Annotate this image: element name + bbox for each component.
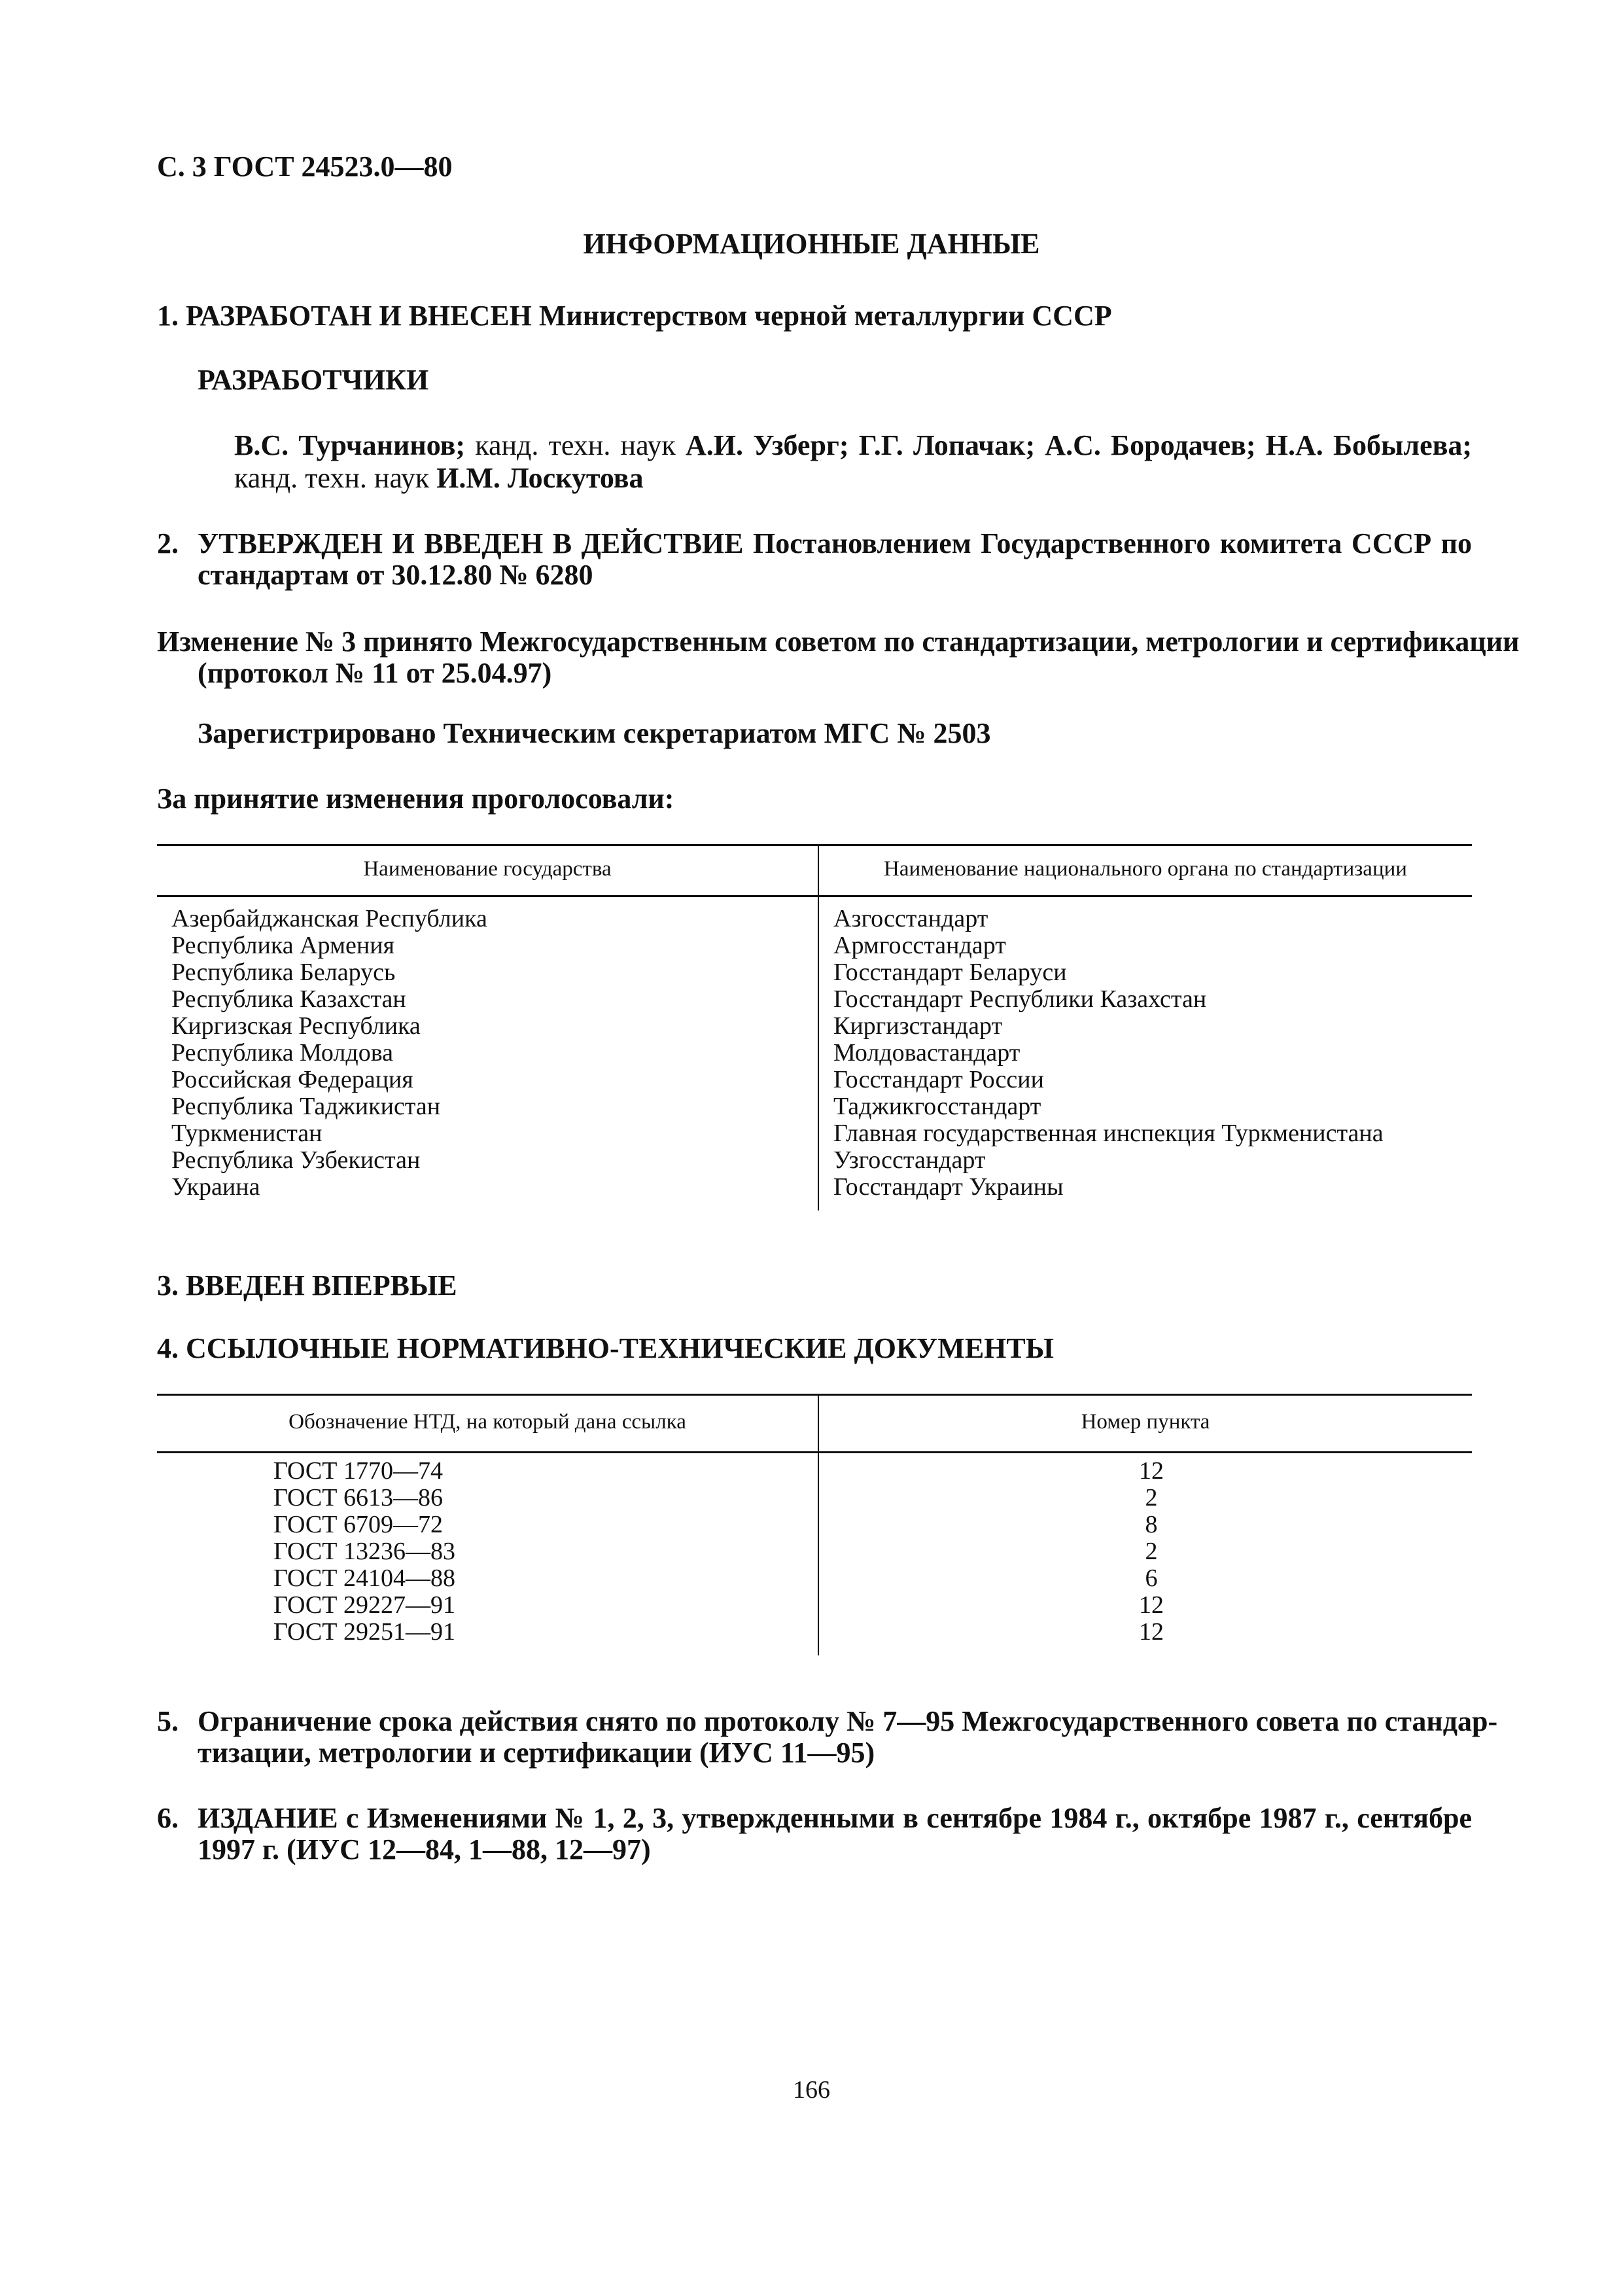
table-header-document: Обозначение НТД, на который дана ссылка: [288, 1410, 686, 1434]
academic-degree: канд. техн. наук: [475, 429, 676, 461]
table-cell: Туркменистан: [171, 1120, 323, 1147]
table-cell: 6: [1145, 1564, 1158, 1592]
page-header: С. 3 ГОСТ 24523.0—80: [157, 150, 453, 183]
page-number: 166: [793, 2076, 830, 2104]
amendment-line-2: (протокол № 11 от 25.04.97): [198, 657, 552, 689]
table-rule-header: [157, 1451, 1472, 1453]
section-5-number: 5.: [157, 1705, 179, 1737]
table-cell: 2: [1145, 1484, 1158, 1511]
developer-name: В.С. Турчанинов;: [234, 429, 466, 461]
table-cell: ГОСТ 29227—91: [273, 1591, 455, 1619]
table-cell: Украина: [171, 1173, 260, 1201]
table-cell: Госстандарт Украины: [833, 1173, 1064, 1201]
developers-line-1: [234, 431, 1472, 461]
amendment-line-1: Изменение № 3 принято Межгосударственным советом по стандартизации, метрологии и сертификации: [157, 626, 1520, 658]
table-cell: Киргизстандарт: [833, 1012, 1003, 1040]
section-6-line-2: 1997 г. (ИУС 12—84, 1—88, 12—97): [198, 1833, 651, 1865]
table-cell: ГОСТ 24104—88: [273, 1564, 455, 1592]
section-5-line-2: тизации, метрологии и сертификации (ИУС 11—95): [198, 1737, 875, 1769]
developer-names: А.И. Узберг; Г.Г. Лопачак; А.С. Бородачев; Н.А. Бобылева;: [685, 429, 1473, 461]
table-cell: Азербайджанская Республика: [171, 905, 487, 932]
table-cell: Молдовастандарт: [833, 1039, 1021, 1067]
table-cell: Республика Таджикистан: [171, 1093, 441, 1120]
developers-line-2: [234, 463, 644, 493]
section-1: [157, 301, 1112, 331]
table-cell: Республика Беларусь: [171, 959, 396, 986]
table-cell: Российская Федерация: [171, 1066, 413, 1093]
table-rule-top: [157, 844, 1472, 846]
academic-degree: канд. техн. наук: [234, 462, 430, 494]
table-cell: Киргизская Республика: [171, 1012, 421, 1040]
registration-note: Зарегистрировано Техническим секретариатом МГС № 2503: [198, 717, 991, 749]
developer-name: И.М. Лоскутова: [436, 462, 644, 494]
table-cell: 12: [1139, 1457, 1164, 1485]
table-cell: Республика Казахстан: [171, 985, 406, 1013]
table-cell: Госстандарт Республики Казахстан: [833, 985, 1207, 1013]
table-cell: ГОСТ 6709—72: [273, 1511, 443, 1538]
section-6-line-1: ИЗДАНИЕ с Изменениями № 1, 2, 3, утвержденными в сентябре 1984 г., октябре 1987 г., сентябре: [198, 1802, 1472, 1834]
section-2-line-2: стандартам от 30.12.80 № 6280: [198, 559, 593, 591]
table-cell: Республика Армения: [171, 932, 395, 959]
table-cell: 12: [1139, 1591, 1164, 1619]
section-4: 4. ССЫЛОЧНЫЕ НОРМАТИВНО-ТЕХНИЧЕСКИЕ ДОКУМЕНТЫ: [157, 1332, 1054, 1364]
table-header-state: Наименование государства: [363, 857, 612, 881]
table-cell: Азгосстандарт: [833, 905, 988, 932]
table-cell: Республика Молдова: [171, 1039, 394, 1067]
section-2-number: 2.: [157, 527, 179, 559]
table-cell: Узгосстандарт: [833, 1146, 986, 1174]
table-column-bodies: [833, 906, 1384, 1201]
table-cell: ГОСТ 13236—83: [273, 1538, 455, 1565]
table-column-states: [171, 906, 487, 1201]
table-cell: ГОСТ 6613—86: [273, 1484, 443, 1511]
table-column-documents: [273, 1458, 455, 1646]
table-cell: Республика Узбекистан: [171, 1146, 421, 1174]
table-cell: 2: [1145, 1538, 1158, 1565]
table-column-clauses: [1086, 1458, 1217, 1646]
table-column-divider: [818, 844, 819, 1210]
document-title: ИНФОРМАЦИОННЫЕ ДАННЫЕ: [583, 228, 1040, 260]
section-1-heading: РАЗРАБОТАН И ВНЕСЕН: [186, 300, 532, 332]
table-cell: ГОСТ 1770—74: [273, 1457, 443, 1485]
section-5-line-1: Ограничение срока действия снято по протоколу № 7—95 Межгосударственного совета по стандар-: [198, 1705, 1498, 1737]
voting-heading: За принятие изменения проголосовали:: [157, 783, 674, 815]
section-2-line-1: УТВЕРЖДЕН И ВВЕДЕН В ДЕЙСТВИЕ Постановлением Государственного комитета СССР по: [198, 527, 1472, 559]
section-3: 3. ВВЕДЕН ВПЕРВЫЕ: [157, 1269, 457, 1301]
developers-heading: РАЗРАБОТЧИКИ: [198, 364, 429, 396]
table-cell: Госстандарт России: [833, 1066, 1044, 1093]
section-1-number: 1.: [157, 300, 179, 332]
table-cell: 8: [1145, 1511, 1158, 1538]
table-cell: Госстандарт Беларуси: [833, 959, 1067, 986]
table-cell: 12: [1139, 1618, 1164, 1646]
table-cell: Главная государственная инспекция Туркменистана: [833, 1120, 1384, 1147]
table-rule-top: [157, 1394, 1472, 1396]
table-cell: Таджикгосстандарт: [833, 1093, 1041, 1120]
section-1-text: Министерством черной металлургии СССР: [538, 300, 1112, 332]
table-header-clause: Номер пункта: [1081, 1410, 1210, 1434]
table-cell: ГОСТ 29251—91: [273, 1618, 455, 1646]
table-cell: Армгосстандарт: [833, 932, 1006, 959]
table-header-body: Наименование национального органа по стандартизации: [884, 857, 1407, 881]
section-6-number: 6.: [157, 1802, 179, 1834]
table-rule-header: [157, 895, 1472, 897]
